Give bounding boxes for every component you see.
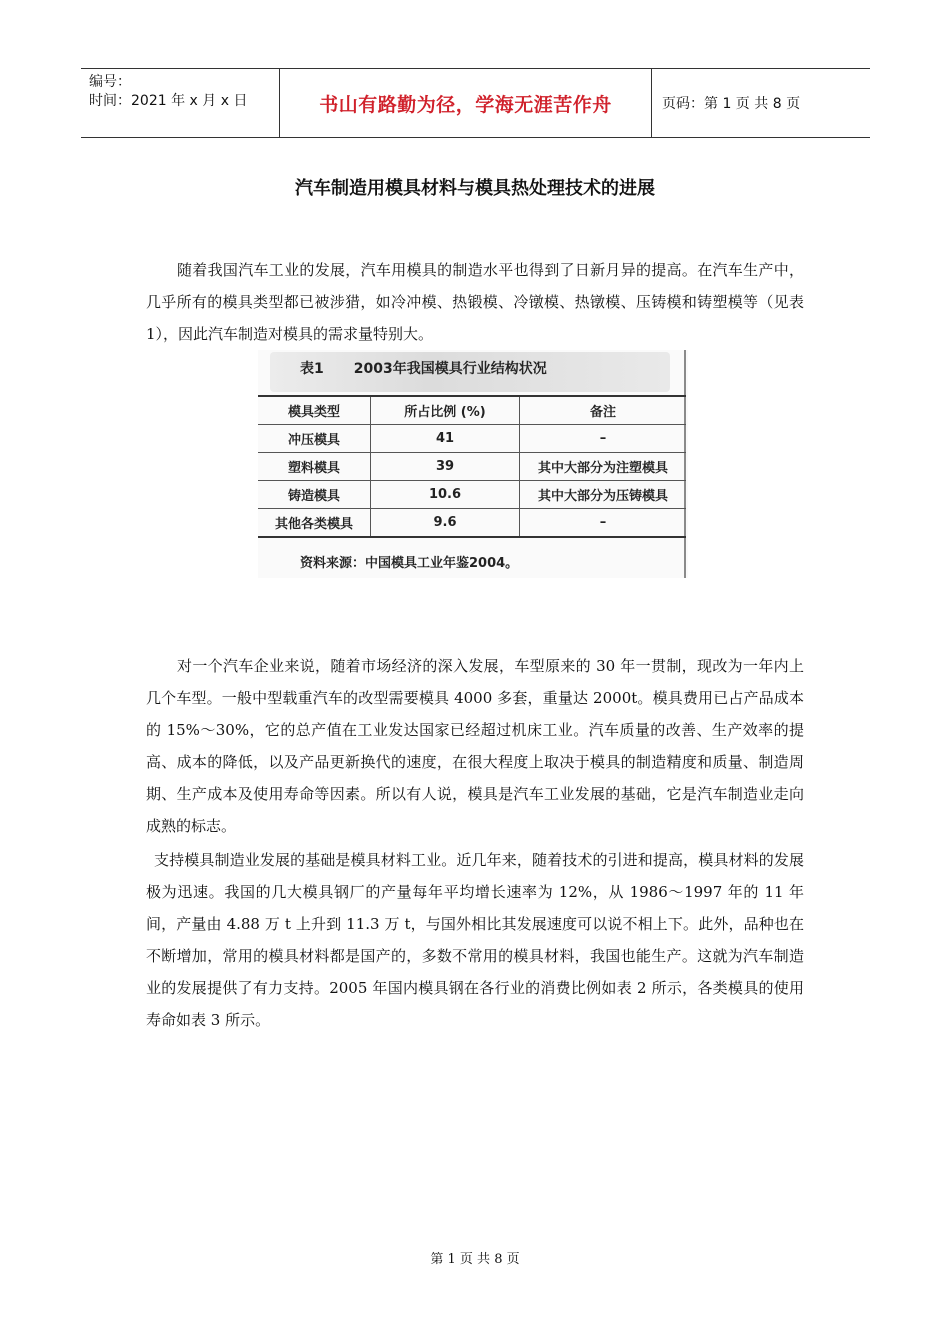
page-footer: 第 1 页 共 8 页 xyxy=(430,1252,520,1267)
date-label: 时间：2021 年 x 月 x 日 xyxy=(89,93,248,109)
table-cell: 塑料模具 xyxy=(258,453,371,481)
table-source: 资料来源：中国模具工业年鉴2004。 xyxy=(300,556,519,571)
table-cell: 9.6 xyxy=(371,509,520,538)
table-header-row xyxy=(258,396,686,425)
table-row xyxy=(258,509,686,538)
table-row xyxy=(258,453,686,481)
column-header: 所占比例 (%) xyxy=(371,396,520,425)
column-header: 模具类型 xyxy=(258,396,371,425)
paragraph-demand: 对一个汽车企业来说，随着市场经济的深入发展，车型原来的 30 年一贯制，现改为一年内上几个车型。一般中型载重汽车的改型需要模具 4000 多套，重量达 2000t。模具费用已占产品成本的 15%～30%，它的总产值在工业发达国家已经超过机床工业。汽车质量的改善、生产效率的提高、成本的降低，以及产品更新换代的速度，在很大程度上取决于模具的制造精度和质量、制造周期、生产成本及使用寿命等因素。所以有人说，模具是汽车工业发展的基础，它是汽车制造业走向成熟的标志。 xyxy=(146,657,804,835)
table-cell: 39 xyxy=(371,453,520,481)
table-cell: 其中大部分为压铸模具 xyxy=(520,481,687,509)
column-header: 备注 xyxy=(520,396,687,425)
paragraph-materials: 支持模具制造业发展的基础是模具材料工业。近几年来，随着技术的引进和提高，模具材料的发展极为迅速。我国的几大模具钢厂的产量每年平均增长速率为 12%，从 1986～1997 年的 11 年间，产量由 4.88 万 t 上升到 11.3 万 t，与国外相比其发展速度可以说不相上下。此外，品种也在不断增加，常用的模具材料都是国产的，多数不常用的模具材料，我国也能生产。这就为汽车制造业的发展提供了有力支持。2005 年国内模具钢在各行业的消费比例如表 2 所示，各类模具的使用寿命如表 3 所示。 xyxy=(146,851,804,1029)
header-meta xyxy=(81,69,280,137)
header-page-info: 页码：第 1 页 共 8 页 xyxy=(662,96,801,112)
table-cell: 10.6 xyxy=(371,481,520,509)
header-motto-cell xyxy=(280,69,652,137)
table-cell: 冲压模具 xyxy=(258,425,371,453)
table-row xyxy=(258,481,686,509)
document-title: 汽车制造用模具材料与模具热处理技术的进展 xyxy=(295,178,655,199)
table-caption xyxy=(300,358,547,378)
number-label: 编号： xyxy=(89,74,131,90)
table-title: 2003年我国模具行业结构状况 xyxy=(353,361,547,377)
table-cell: – xyxy=(520,425,687,453)
table-label: 表1 xyxy=(300,361,324,377)
table-cell: 41 xyxy=(371,425,520,453)
paragraph-intro: 随着我国汽车工业的发展，汽车用模具的制造水平也得到了日新月异的提高。在汽车生产中，几乎所有的模具类型都已被涉猎，如冷冲模、热锻模、冷镦模、热镦模、压铸模和铸塑模等（见表 1），因此汽车制造对模具的需求量特别大。 xyxy=(146,261,804,343)
table-row xyxy=(258,425,686,453)
header-motto: 书山有路勤为径，学海无涯苦作舟 xyxy=(319,93,612,116)
table-cell: 其他各类模具 xyxy=(258,509,371,538)
table-cell: 铸造模具 xyxy=(258,481,371,509)
document-header xyxy=(81,68,870,138)
structure-table xyxy=(258,395,686,538)
table-cell: 其中大部分为注塑模具 xyxy=(520,453,687,481)
table-cell: – xyxy=(520,509,687,538)
